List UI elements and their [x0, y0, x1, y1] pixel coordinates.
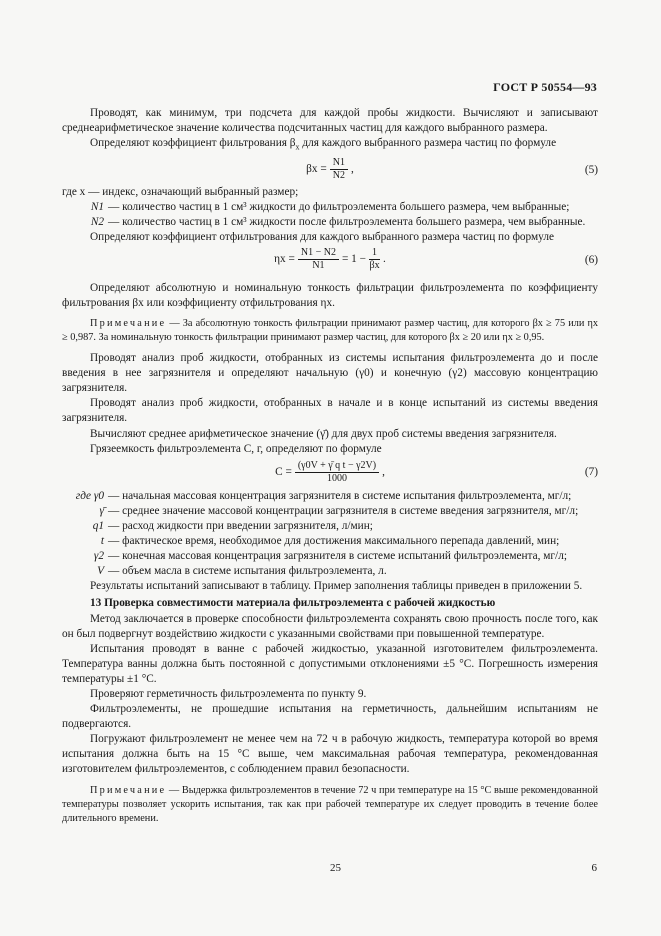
paragraph: Фильтроэлементы, не прошедшие испытания на герметичность, дальнейшим испытаниям не подвергаются.	[62, 703, 598, 731]
formula-6: ηx = $\frac{N1 - N2}{N1}$ = 1 − $\frac{1}{\beta x}$ . (6)	[274, 247, 598, 272]
formula-number: (6)	[584, 253, 598, 266]
definition: q1 — расход жидкости при введении загрязнителя, л/мин;	[92, 519, 373, 532]
paragraph: Проверяют герметичность фильтроэлемента по пункту 9.	[90, 687, 367, 700]
paragraph: Проводят, как минимум, три подсчета для каждой пробы жидкости. Вычисляют и записывают среднеарифметическое значение количества подсчитанных частиц для каждого выбранного размера.	[62, 107, 598, 135]
document-body	[62, 106, 598, 826]
page-number-right: 6	[591, 862, 597, 874]
definition: γ2 — конечная массовая концентрация загрязнителя в системе испытаний фильтроэлемента, мг/л;	[93, 550, 567, 563]
note: Примечание — Выдержка фильтроэлементов в течение 72 ч при температуре на 15 °С выше рекомендованной температуры позволяет ускорить испытания, так как при рабочей температуре их следует проводить в течение более длительного времени.	[62, 784, 598, 824]
fraction: $\frac{N1 - N2}{N1}$	[298, 247, 339, 272]
definition: t — фактическое время, необходимое для достижения максимального перепада давлений, мин;	[100, 535, 560, 548]
fraction: $\frac{\text{(γ0V + γ̄ q t − γ2V)}}{1000}$	[295, 460, 379, 485]
paragraph: Определяют коэффициент фильтрования $\beta_x$ для каждого выбранного размера частиц по формуле	[90, 137, 557, 152]
section-heading: 13 Проверка совместимости материала фильтроэлемента с рабочей жидкостью	[90, 597, 496, 610]
standard-header: ГОСТ Р 50554—93	[493, 80, 597, 94]
paragraph: Вычисляют среднее арифметическое значение (γ̄) для двух проб системы введения загрязнителя.	[90, 427, 557, 440]
paragraph: Проводят анализ проб жидкости, отобранных в начале и в конце испытаний из системы введения загрязнителя.	[62, 397, 598, 425]
paragraph: Результаты испытаний записывают в таблицу. Пример заполнения таблицы приведен в приложении 5.	[90, 580, 583, 593]
page-number: 25	[330, 862, 341, 874]
formula-7: C = $\frac{\text{(γ0V + γ̄ q t − γ2V)}}{1000}$ , (7)	[275, 460, 598, 485]
paragraph: Метод заключается в проверке способности фильтроэлемента сохранять свою прочность после того, как он был подвергнут воздействию жидкости с указанными свойствами при повышенной температуре.	[62, 612, 598, 640]
paragraph: Грязеемкость фильтроэлемента C, г, определяют по формуле	[90, 442, 382, 455]
note: Примечание — За абсолютную тонкость фильтрации принимают размер частиц, для которого βx ≥ 75 или ηx ≥ 0,987. За номинальную тонкость фильтрации принимают размер частиц, для которого βx ≥ 20 или ηx ≥ 0,95.	[62, 318, 598, 344]
paragraph: Определяют коэффициент отфильтрования для каждого выбранного размера частиц по формуле	[90, 230, 554, 243]
definition: N1 — количество частиц в 1 см³ жидкости до фильтроэлемента большего размера, чем выбранные;	[90, 200, 570, 213]
paragraph: Определяют абсолютную и номинальную тонкость фильтрации фильтроэлемента по коэффициенту фильтрования βx или коэффициенту отфильтрования ηx.	[62, 281, 598, 309]
paragraph: где x — индекс, означающий выбранный размер;	[62, 185, 299, 198]
fraction: $\frac{1}{\beta x}$	[369, 247, 380, 272]
paragraph: Испытания проводят в ванне с рабочей жидкостью, указанной изготовителем фильтроэлемента. Температура ванны должна быть постоянной с допустимыми отклонениями ±5 °С. Погрешность измерения температуры ±1 °С.	[62, 642, 598, 685]
definition: где γ0 — начальная массовая концентрация загрязнителя в системе испытания фильтроэлемента, мг/л;	[75, 489, 572, 502]
paragraph: Погружают фильтроэлемент не менее чем на 72 ч в рабочую жидкость, температура которой во время испытания должна быть на 15 °С выше, чем максимальная рабочая температура, рекомендованная изготовителем фильтроэлементов, с соблюдением правил безопасности.	[62, 733, 598, 776]
definition: γ̄ — среднее значение массовой концентрации загрязнителя в системе введения загрязнителя, мг/л;	[99, 504, 579, 517]
paragraph: Проводят анализ проб жидкости, отобранных из системы испытания фильтроэлемента до и после введения в нее загрязнителя и определяют начальную (γ0) и конечную (γ2) массовую концентрацию загрязнителя.	[62, 352, 598, 395]
definition: N2 — количество частиц в 1 см³ жидкости после фильтроэлемента большего размера, чем выбранные.	[90, 215, 586, 228]
formula-number: (7)	[584, 465, 598, 478]
fraction: $\frac{N1}{N2}$	[330, 157, 348, 182]
definition: V — объем масла в системе испытания фильтроэлемента, л.	[97, 565, 387, 578]
formula-5: βx = $\frac{N1}{N2}$ , (5)	[306, 157, 598, 182]
formula-number: (5)	[584, 163, 598, 176]
